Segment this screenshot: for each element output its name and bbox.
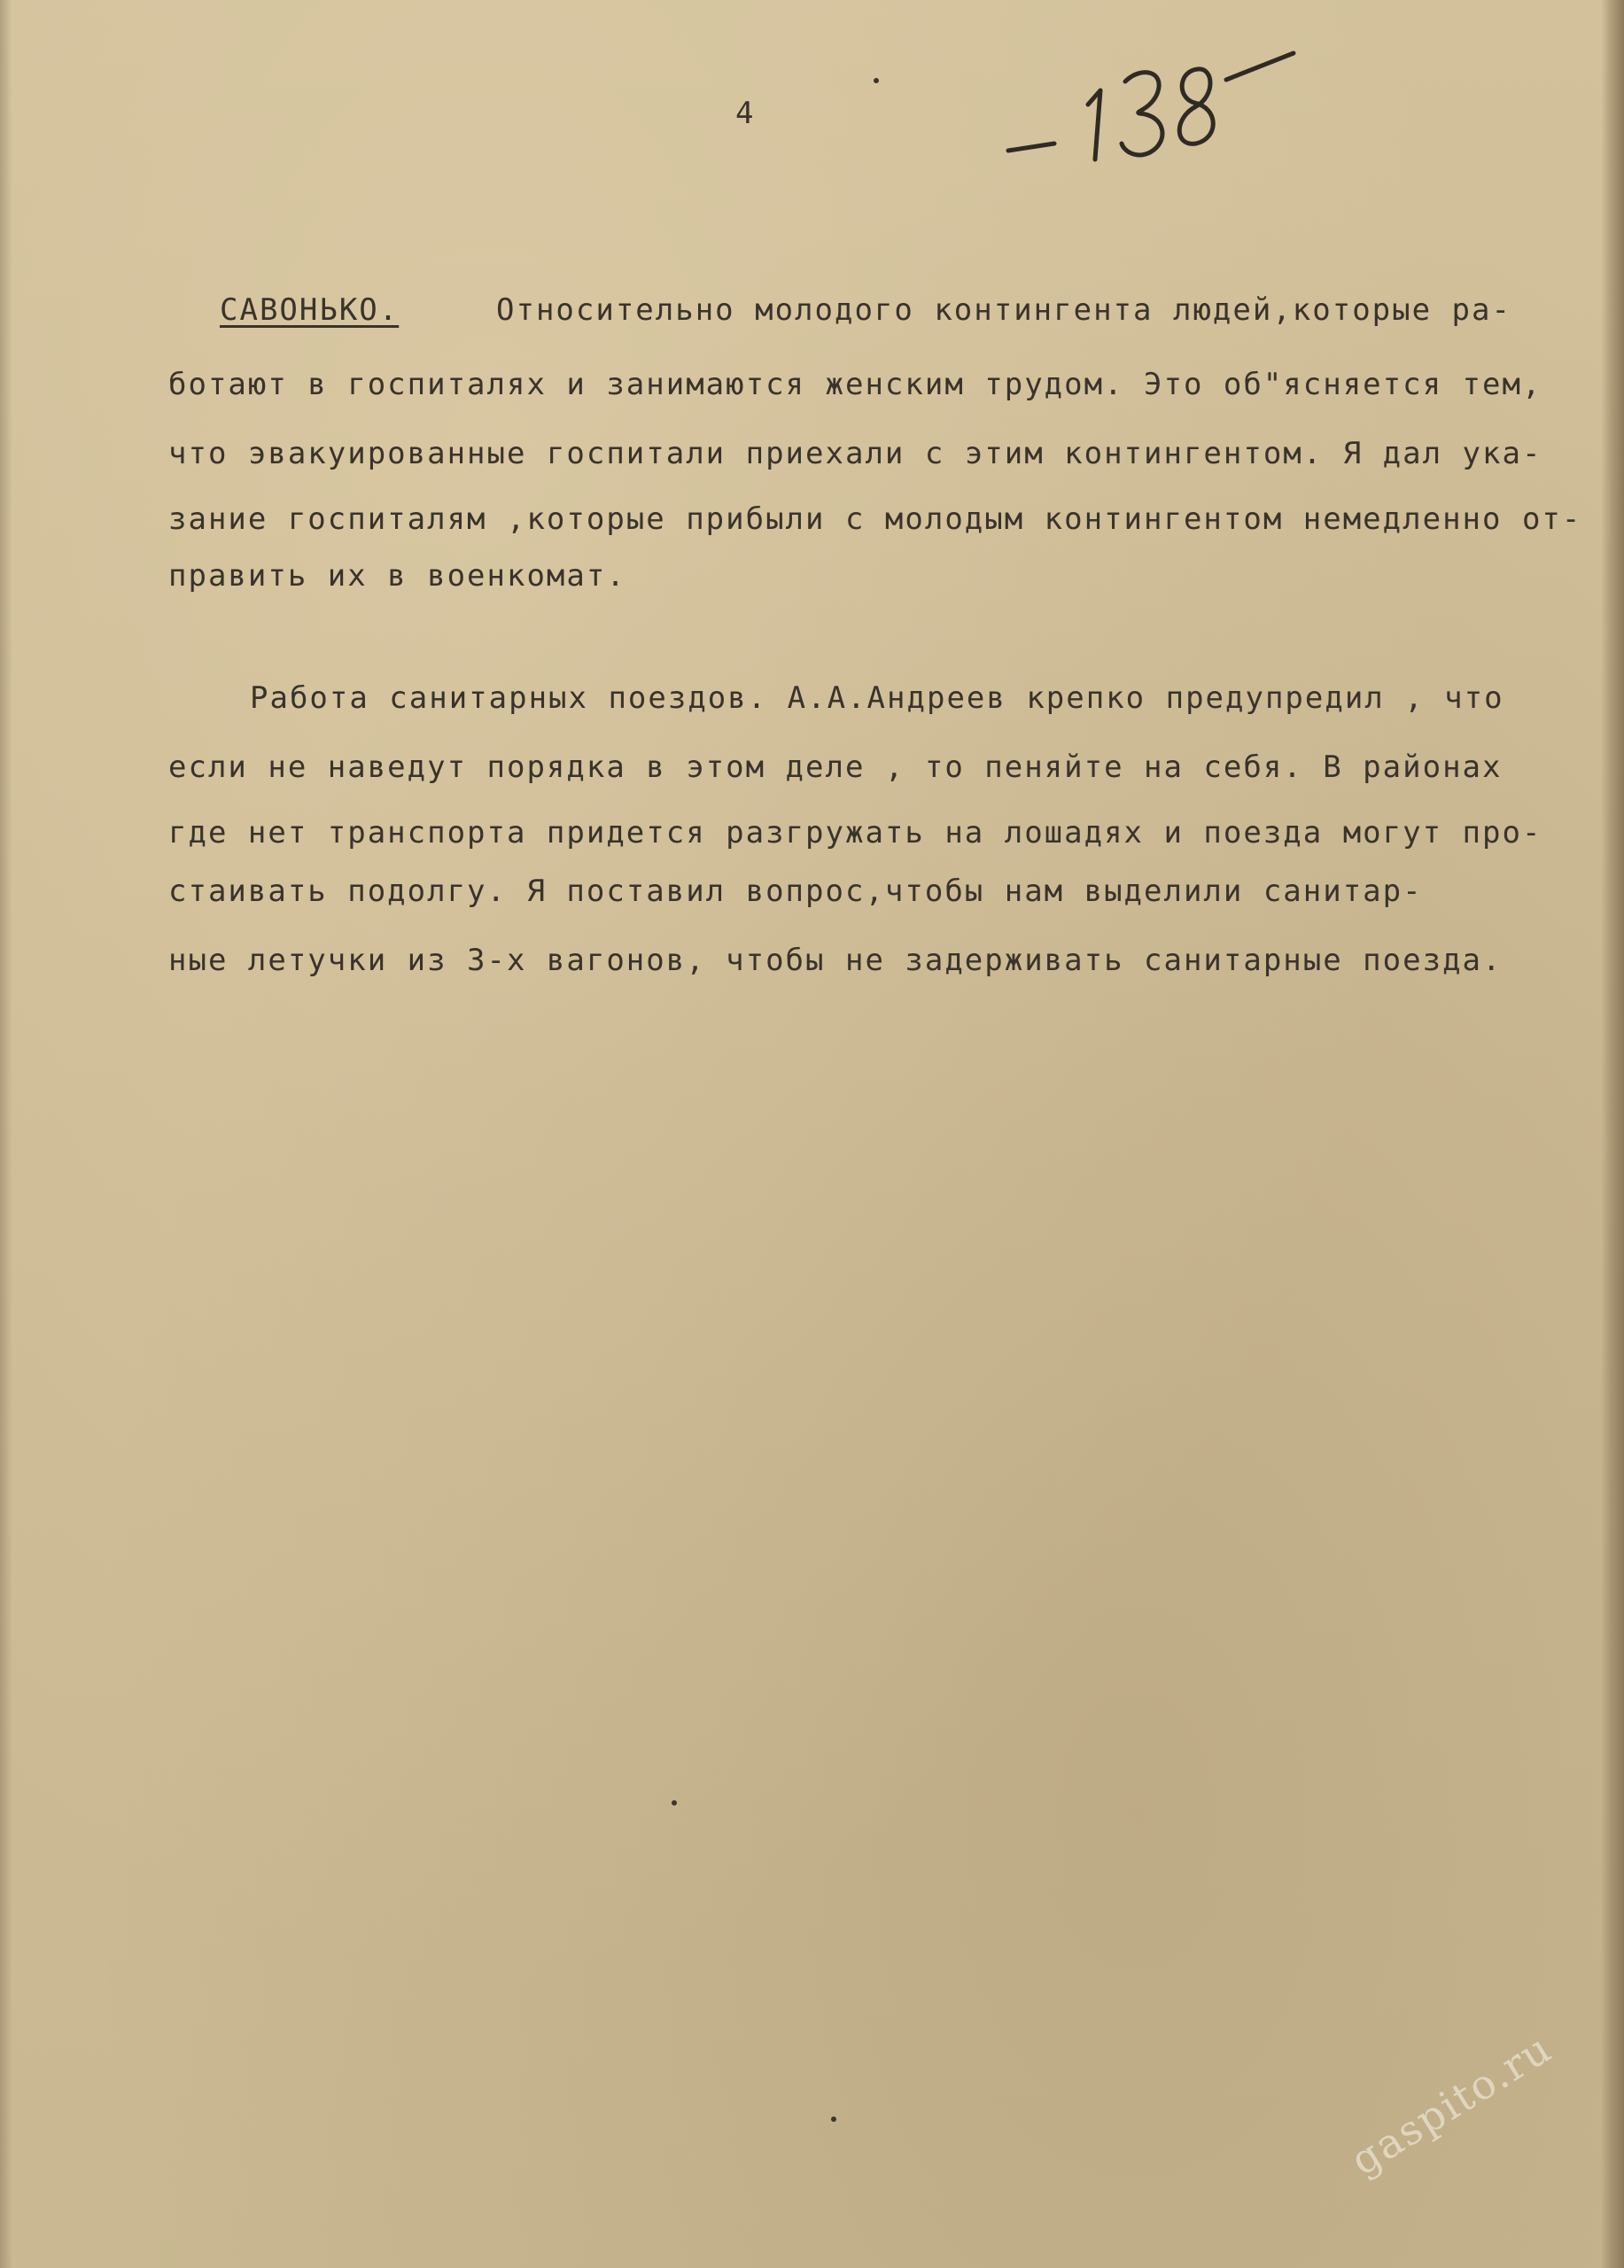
page-right-edge xyxy=(1601,0,1624,2268)
paragraph-1-line-5: править их в военкомат. xyxy=(168,558,626,594)
ink-speck xyxy=(672,1800,677,1806)
handwritten-sheet-number-icon xyxy=(1001,27,1302,168)
paragraph-2-line-3: где нет транспорта придется разгружать на лошадях и поезда могут про- xyxy=(168,815,1542,850)
paragraph-1-line-2: ботают в госпиталях и занимаются женским трудом. Это об"ясняется тем, xyxy=(168,367,1542,402)
paragraph-2-line-1: Работа санитарных поездов. А.А.Андреев крепко предупредил , что xyxy=(250,680,1504,716)
ink-speck xyxy=(831,2117,836,2122)
paragraph-2-line-2: если не наведут порядка в этом деле , то пеняйте на себя. В районах xyxy=(168,750,1503,785)
ink-speck xyxy=(874,78,879,83)
paragraph-2-line-5: ные летучки из 3-х вагонов, чтобы не задерживать санитарные поезда. xyxy=(168,943,1503,978)
watermark: gaspito.ru xyxy=(1342,2023,1560,2185)
paragraph-1-line-1: Относительно молодого контингента людей,которые ра- xyxy=(496,292,1511,328)
paragraph-1-line-4: зание госпиталям ,которые прибыли с молодым контингентом немедленно от- xyxy=(168,501,1582,537)
paragraph-2-line-4: стаивать подолгу. Я поставил вопрос,чтобы нам выделили санитар- xyxy=(168,874,1423,909)
archive-sheet-number xyxy=(1001,27,1302,168)
speaker-name: САВОНЬКО. xyxy=(220,292,400,328)
page-left-shadow xyxy=(0,0,12,2268)
paragraph-1-line-3: что эвакуированные госпитали приехали с этим контингентом. Я дал ука- xyxy=(168,436,1542,471)
page-number: 4 xyxy=(735,96,756,131)
